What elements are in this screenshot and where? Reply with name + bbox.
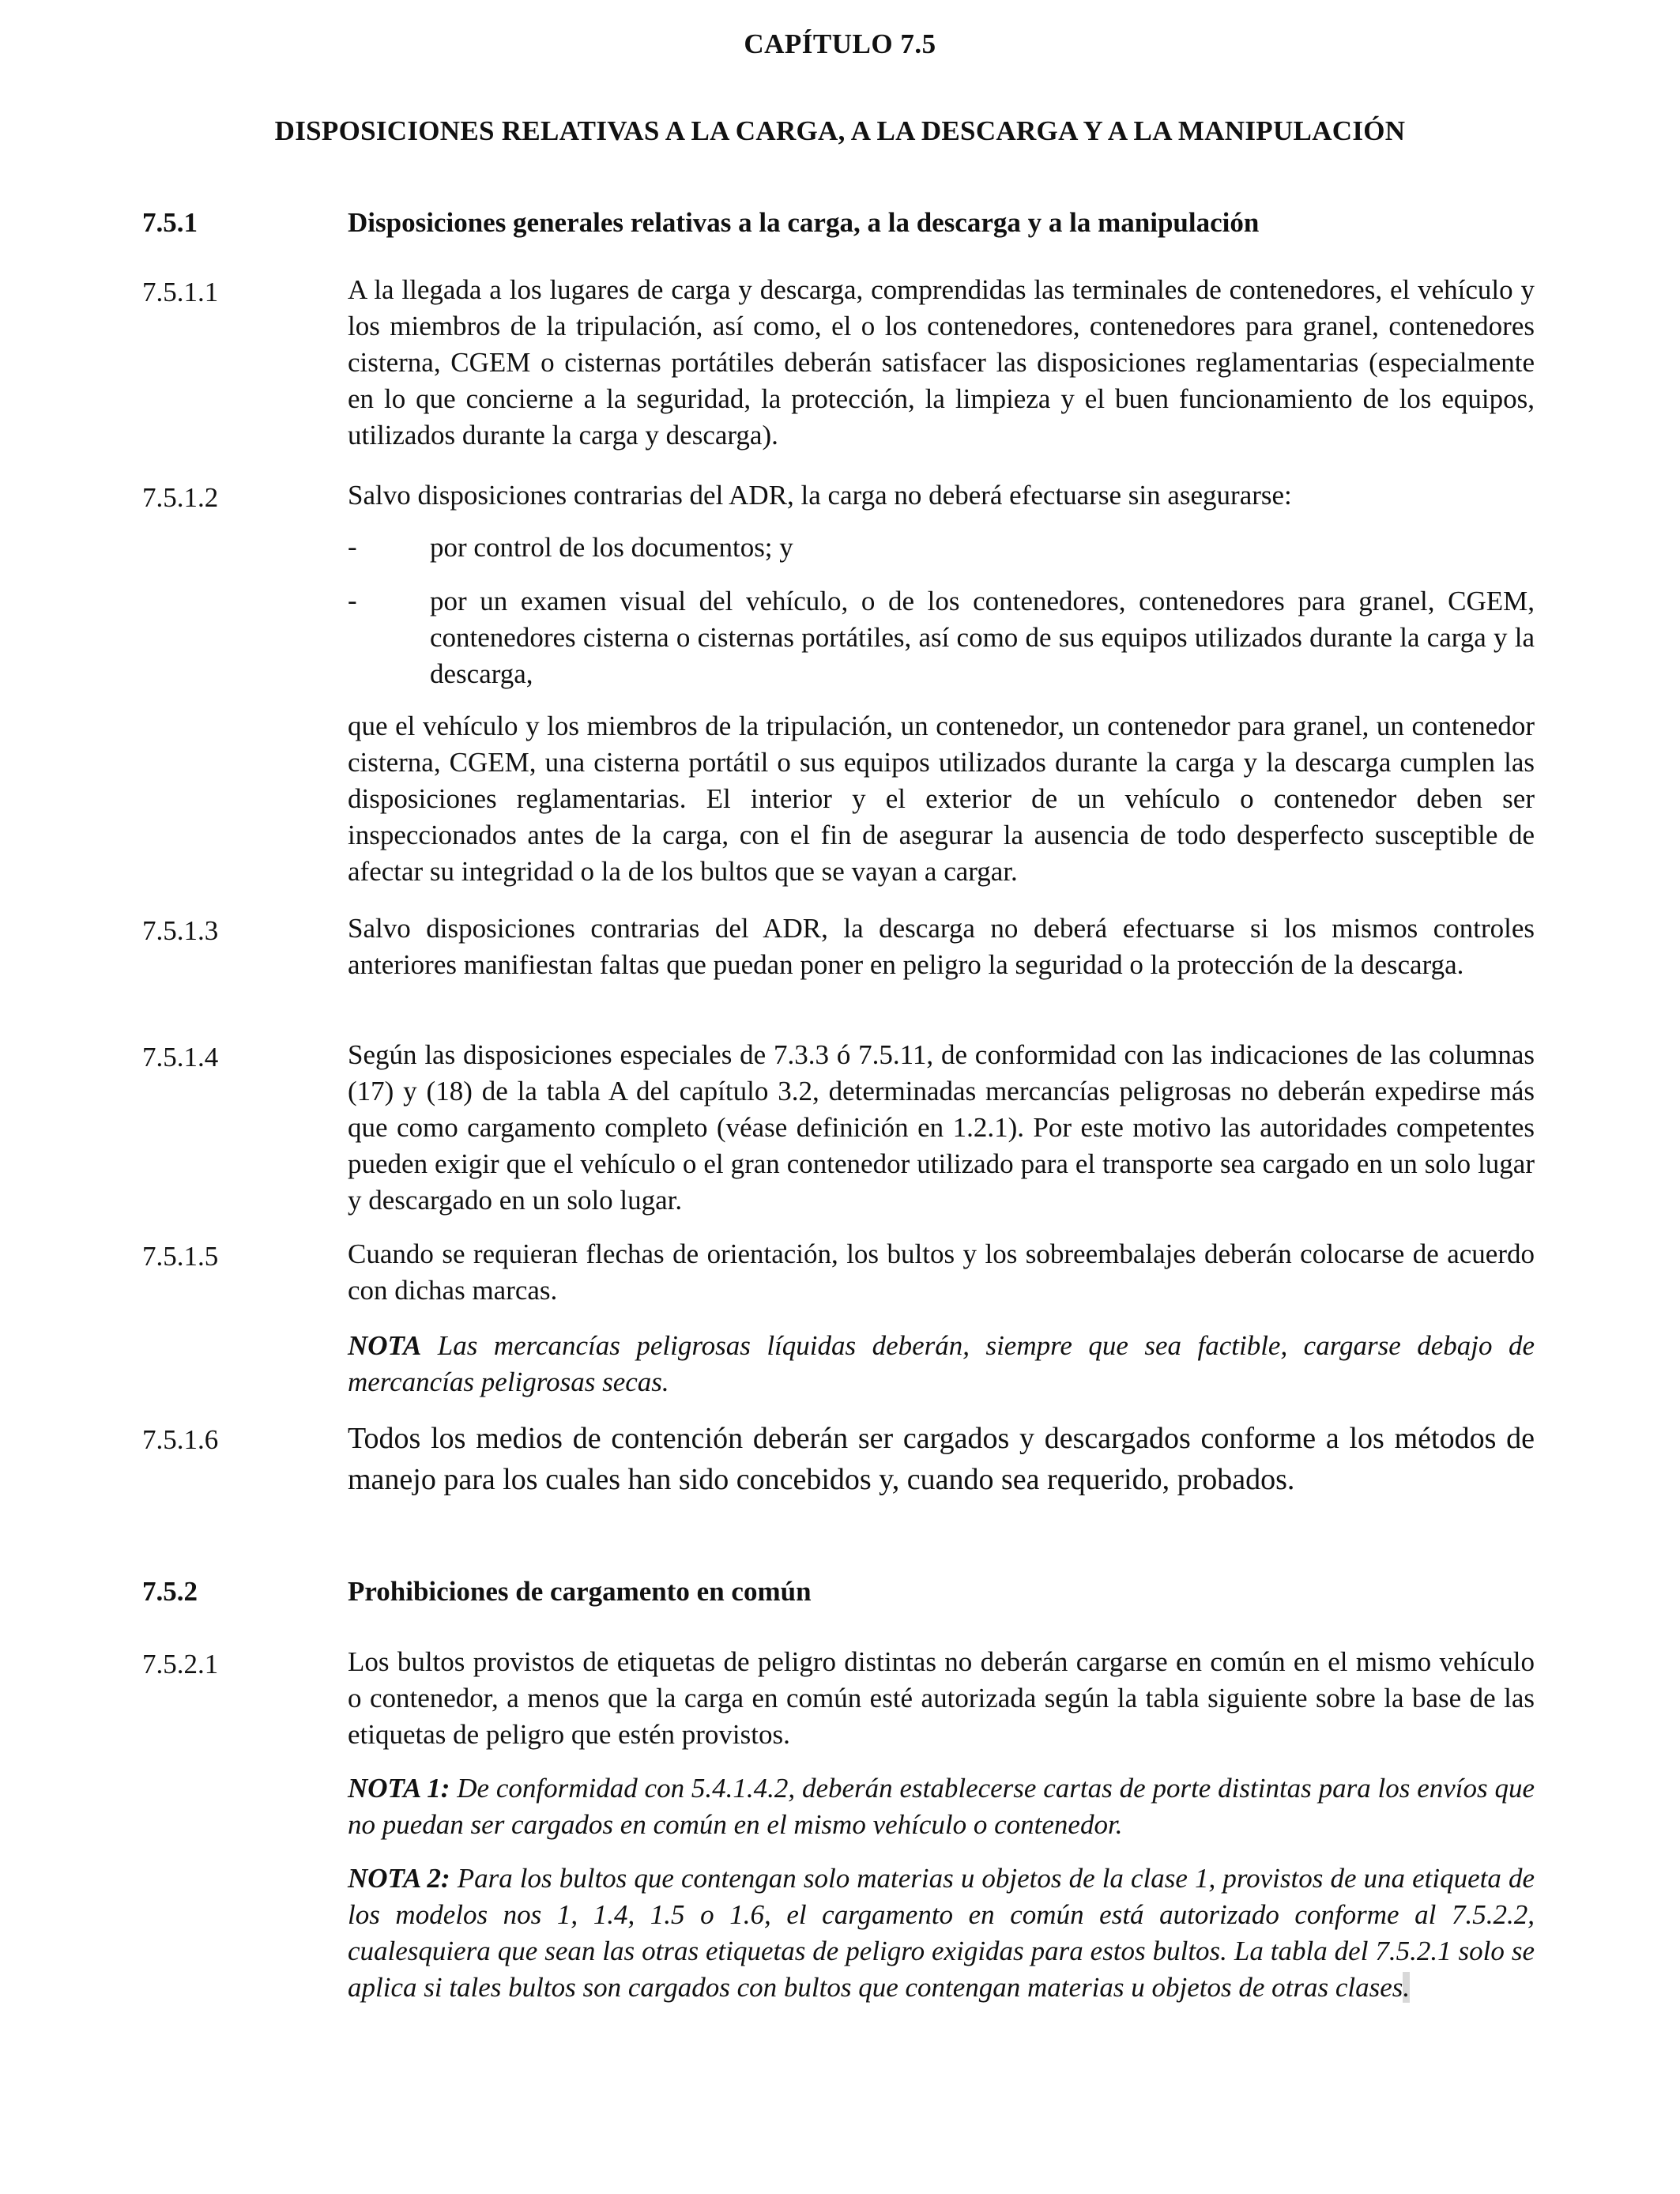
section-number: 7.5.1: [142, 207, 198, 238]
chapter-title: CAPÍTULO 7.5: [744, 28, 936, 59]
note-text: Para los bultos que contengan solo materias u objetos de la clase 1, provistos de una etiqueta de los modelos nos 1, 1.4, 1.5 o 1.6, el cargamento en común está autorizado conforme al 7.5.2.2, cualesquiera que sean las otras etiquetas de peligro exigidas para estos bultos. La tabla del 7.5.2.1 solo se aplica si tales bultos son cargados con bultos que contengan materias u objetos de otras clases: [348, 1863, 1535, 2003]
chapter-subtitle: DISPOSICIONES RELATIVAS A LA CARGA, A LA DESCARGA Y A LA MANIPULACIÓN: [274, 115, 1406, 146]
paragraph-text: Según las disposiciones especiales de 7.3.3 ó 7.5.11, de conformidad con las indicaciones de las columnas (17) y (18) de la tabla A del capítulo 3.2, determinadas mercancías peligrosas no deberán expedirse más que como cargamento completo (véase definición en 1.2.1). Por este motivo las autoridades competentes pueden exigir que el vehículo o el gran contenedor utilizado para el transporte sea cargado en un solo lugar y descargado en un solo lugar.: [348, 1039, 1535, 1216]
list-item: por un examen visual del vehículo, o de los contenedores, contenedores para granel, CGEM, contenedores cisterna o cisternas portátiles, así como de sus equipos utilizados durante la carga y la descarga,: [430, 586, 1535, 689]
note-2: [348, 1860, 1535, 2006]
note-text: Las mercancías peligrosas líquidas deberán, siempre que sea factible, cargarse debajo de mercancías peligrosas secas.: [348, 1330, 1535, 1397]
note-label: NOTA: [348, 1330, 422, 1361]
list-dash: -: [348, 531, 357, 562]
paragraph-number: 7.5.1.1: [142, 277, 219, 307]
note-text: De conformidad con 5.4.1.4.2, deberán establecerse cartas de porte distintas para los envíos que no puedan ser cargados en común en el mismo vehículo o contenedor.: [348, 1773, 1535, 1840]
note-label: NOTA 1:: [348, 1773, 450, 1804]
note-label: NOTA 2:: [348, 1863, 450, 1894]
note-end-mark: .: [1403, 1972, 1411, 2003]
list-dash: -: [348, 585, 357, 616]
paragraph-text: Todos los medios de contención deberán ser cargados y descargados conforme a los métodos de manejo para los cuales han sido concebidos y, cuando sea requerido, probados.: [348, 1422, 1535, 1496]
paragraph-text: Los bultos provistos de etiquetas de peligro distintas no deberán cargarse en común en el mismo vehículo o contenedor, a menos que la carga en común esté autorizada según la tabla siguiente sobre la base de las etiquetas de peligro que estén provistos.: [348, 1646, 1535, 1750]
paragraph-text: A la llegada a los lugares de carga y descarga, comprendidas las terminales de contenedores, el vehículo y los miembros de la tripulación, así como, el o los contenedores, contenedores para granel, contenedores cisterna, CGEM o cisternas portátiles deberán satisfacer las disposiciones reglamentarias (especialmente en lo que concierne a la seguridad, la protección, la limpieza y el buen funcionamiento de los equipos, utilizados durante la carga y descarga).: [348, 274, 1535, 450]
section-title: Disposiciones generales relativas a la carga, a la descarga y a la manipulación: [348, 207, 1260, 238]
paragraph-continuation: que el vehículo y los miembros de la tripulación, un contenedor, un contenedor para granel, un contenedor cisterna, CGEM, una cisterna portátil o sus equipos utilizados durante la carga y la descarga cumplen las disposiciones reglamentarias. El interior y el exterior de un vehículo o contenedor deben ser inspeccionados antes de la carga, con el fin de asegurar la ausencia de todo desperfecto susceptible de afectar su integridad o la de los bultos que se vayan a cargar.: [348, 711, 1535, 887]
note-1: [348, 1770, 1535, 1843]
paragraph-number: 7.5.1.4: [142, 1042, 219, 1072]
paragraph-text: Salvo disposiciones contrarias del ADR, la carga no deberá efectuarse sin asegurarse:: [348, 480, 1292, 511]
note: [348, 1328, 1535, 1400]
list-item: por control de los documentos; y: [430, 532, 793, 563]
paragraph-number: 7.5.1.2: [142, 482, 219, 513]
paragraph-number: 7.5.1.6: [142, 1424, 219, 1455]
section-number: 7.5.2: [142, 1576, 198, 1607]
paragraph-number: 7.5.1.3: [142, 915, 219, 946]
paragraph-number: 7.5.1.5: [142, 1241, 219, 1272]
paragraph-text: Salvo disposiciones contrarias del ADR, la descarga no deberá efectuarse si los mismos controles anteriores manifiestan faltas que puedan poner en peligro la seguridad o la protección de la descarga.: [348, 913, 1535, 980]
paragraph-text: Cuando se requieran flechas de orientación, los bultos y los sobreembalajes deberán colocarse de acuerdo con dichas marcas.: [348, 1238, 1535, 1306]
section-title: Prohibiciones de cargamento en común: [348, 1576, 812, 1607]
paragraph-number: 7.5.2.1: [142, 1649, 219, 1679]
